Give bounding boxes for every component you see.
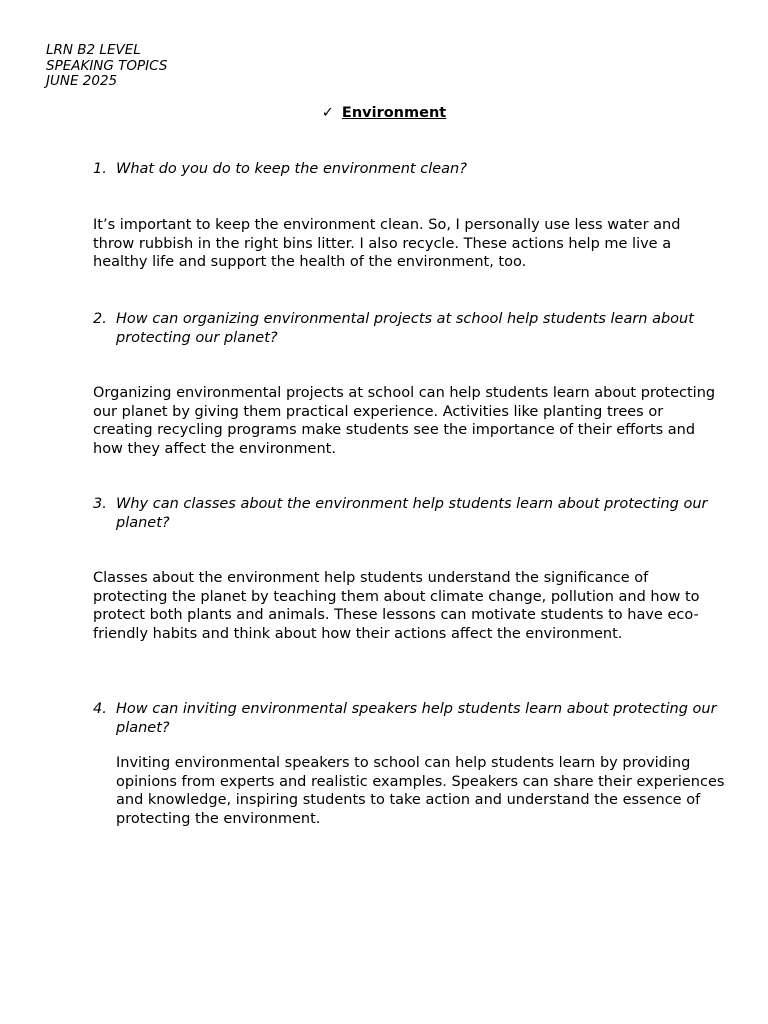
- answer-2: Organizing environmental projects at school can help students learn about protecting our planet by giving them practical experience. Activities like planting trees or creating recycling programs make students see the importance of their efforts and how they affect the environment.: [93, 385, 716, 457]
- answer-3: Classes about the environment help students understand the significance of protecting the planet by teaching them about climate change, pollution and how to protect both plants and animals. These lessons can motivate students to have eco-friendly habits and think about how their actions affect the environment.: [93, 570, 700, 642]
- section-title: [0, 104, 768, 122]
- question-text: How can inviting environmental speakers help students learn about protecting our planet?: [116, 701, 717, 736]
- question-number: 2.: [93, 311, 107, 327]
- question-1: [93, 160, 723, 179]
- question-number: 1.: [93, 161, 107, 177]
- section-title-text: Environment: [341, 105, 447, 121]
- question-text: What do you do to keep the environment clean?: [116, 161, 467, 177]
- header-level: LRN B2 LEVEL: [46, 42, 141, 58]
- question-text: Why can classes about the environment help students learn about protecting our planet?: [116, 496, 708, 531]
- header-date: JUNE 2025: [46, 73, 118, 89]
- question-number: 3.: [93, 496, 107, 512]
- question-4: [93, 700, 723, 737]
- question-text: How can organizing environmental projects at school help students learn about protecting our planet?: [116, 311, 694, 346]
- question-2: [93, 310, 723, 347]
- document-header: [46, 43, 167, 90]
- question-number: 4.: [93, 701, 107, 717]
- header-topic: SPEAKING TOPICS: [46, 57, 168, 74]
- answer-4: Inviting environmental speakers to school can help students learn by providing opinions from experts and realistic examples. Speakers can share their experiences and knowledge, inspiring students to take action and understand the essence of protecting the environment.: [116, 755, 725, 827]
- answer-1: It’s important to keep the environment clean. So, I personally use less water and throw rubbish in the right bins litter. I also recycle. These actions help me live a healthy life and support the health of the environment, too.: [93, 217, 681, 270]
- question-3: [93, 495, 723, 532]
- checkmark-icon: ✓: [321, 105, 334, 121]
